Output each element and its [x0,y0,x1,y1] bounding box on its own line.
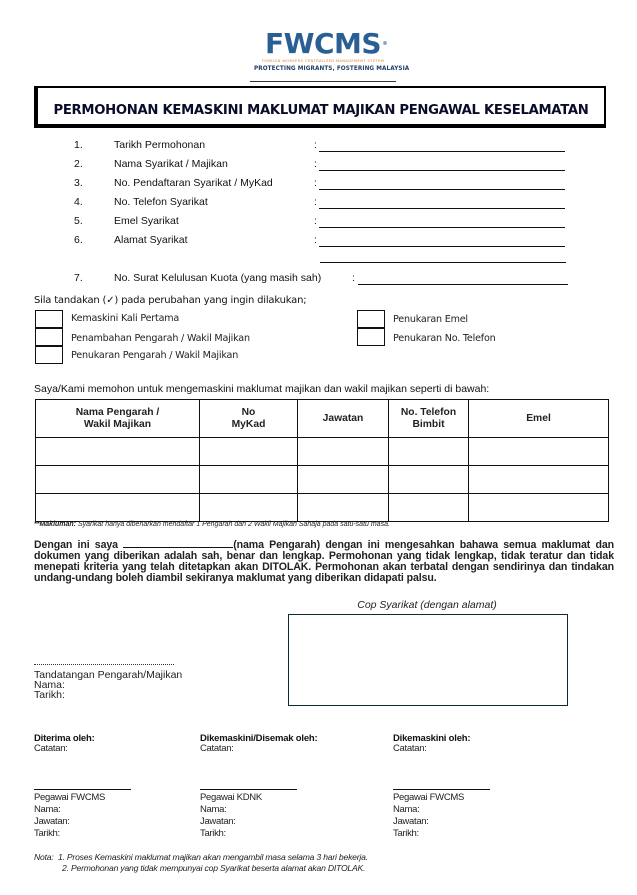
cell-position[interactable] [298,494,389,522]
cell-email[interactable] [469,466,609,494]
officer-heading: Diterima oleh: [34,733,95,744]
field-company-email [74,215,574,231]
field-company-name [74,158,574,174]
field-registration-number [74,177,574,193]
table-note-label: **Makluman: [34,521,77,528]
header-line: Wakil Majikan [83,418,152,430]
notes-label: Nota: [34,852,54,862]
checkbox-add-director[interactable] [35,328,63,346]
company-address-input-line[interactable] [319,246,565,247]
checkbox-change-phone[interactable] [357,328,385,346]
field-number: 1. [74,139,83,151]
table-note [34,521,390,528]
checkbox-change-director[interactable] [35,346,63,364]
field-number: 3. [74,177,83,189]
officer-signature-line[interactable] [34,789,131,790]
field-colon: : [314,215,317,227]
declaration-text: (nama Pengarah) dengan ini mengesahkan bahawa semua maklumat dan dokumen yang diberikan adalah sah, benar dan lengkap. Permohonan yang tidak lengkap, tidak teratur dan tidak menepati kriteria yang telah ditetapkan akan DITOLAK. Permohonan akan terbatal dengan sendirinya dan tindakan undang-undang boleh diambil sekiranya maklumat yang diberikan didapati palsu. [34,539,614,584]
officer-signature-line[interactable] [393,789,490,790]
logo-tagline: PROTECTING MIGRANTS, FOSTERING MALAYSIA [254,65,410,72]
table-header-row [36,400,609,438]
field-colon: : [314,139,317,151]
field-label: Alamat Syarikat [114,234,188,246]
officer-position-label: Jawatan: [34,816,70,827]
field-label: No. Pendaftaran Syarikat / MyKad [114,177,273,189]
officer-date-label: Tarikh: [34,828,60,839]
note-item: 2. Permohonan yang tidak mempunyai cop Syarikat beserta alamat akan DITOLAK. [62,862,366,873]
officer-name-label: Nama: [34,804,61,815]
field-company-address [74,234,574,250]
field-label: No. Telefon Syarikat [114,196,208,208]
logo-brand [264,27,388,60]
logo-divider [250,81,396,82]
field-number: 6. [74,234,83,246]
officer-heading: Dikemaskini/Disemak oleh: [200,733,318,744]
table-row [36,438,609,466]
officer-date-label: Tarikh: [200,828,226,839]
cell-position[interactable] [298,466,389,494]
header-mykad [200,400,298,438]
title-box [34,86,606,128]
signature-name-label: Nama: [34,679,65,691]
director-name-input-line[interactable] [123,538,233,548]
officer-position-label: Jawatan: [200,816,236,827]
table-note-text: Syarikat hanya dibenarkan mendaftar 1 Pengarah dan 2 Wakil Majikan Sahaja pada satu-satu masa. [76,521,390,528]
header-line: Jawatan [322,412,364,424]
checkbox-label-first-update: Kemaskini Kali Pertama [71,313,180,324]
registered-mark: ® [382,41,388,47]
officer-name-label: Nama: [200,804,227,815]
field-label: Emel Syarikat [114,215,179,227]
field-number: 4. [74,196,83,208]
table-row [36,494,609,522]
header-director-name [36,400,200,438]
field-company-phone [74,196,574,212]
header-line: Nama Pengarah / [75,406,160,418]
officer-heading: Dikemaskini oleh: [393,733,471,744]
table-intro: Saya/Kami memohon untuk mengemaskini maklumat majikan dan wakil majikan seperti di bawah: [34,383,490,395]
cell-mykad[interactable] [200,494,298,522]
field-quota-approval-number [74,272,574,288]
fwcms-logo [248,27,410,82]
note-item: 1. Proses Kemaskini maklumat majikan akan mengambil masa selama 3 hari bekerja. [57,852,368,862]
officer-notes-label: Catatan: [393,743,427,754]
field-colon: : [314,177,317,189]
cell-email[interactable] [469,494,609,522]
officer-notes-label: Catatan: [34,743,68,754]
field-colon: : [314,196,317,208]
header-email [469,400,609,438]
officer-name-label: Nama: [393,804,420,815]
checkbox-first-update[interactable] [35,310,63,328]
signature-date-label: Tarikh: [34,689,65,701]
checkbox-label-change-phone: Penukaran No. Telefon [393,333,496,344]
footer-notes [34,852,368,873]
field-label: Nama Syarikat / Majikan [114,158,228,170]
header-line: Emel [526,412,551,424]
field-colon: : [314,158,317,170]
cell-email[interactable] [469,438,609,466]
field-colon: : [314,234,317,246]
checkbox-label-change-email: Penukaran Emel [393,314,468,325]
officer-role: Pegawai FWCMS [34,792,106,803]
company-address-input-line-2[interactable] [320,262,566,263]
officer-role: Pegawai FWCMS [393,792,465,803]
company-stamp-box[interactable] [288,614,568,706]
cell-mykad[interactable] [200,438,298,466]
quota-approval-input-line[interactable] [358,284,568,285]
logo-brand-text: FWCMS [264,27,382,60]
officer-section-updated [393,733,573,840]
header-line: Bimbit [412,418,445,430]
page-title: PERMOHONAN KEMASKINI MAKLUMAT MAJIKAN PENGAWAL KESELAMATAN [53,102,589,118]
officer-section-received [34,733,214,840]
table-row [36,466,609,494]
header-line: MyKad [231,418,266,430]
checkbox-label-change-director: Penukaran Pengarah / Wakil Majikan [71,350,239,361]
cell-director-name[interactable] [36,466,200,494]
cell-mobile-phone[interactable] [389,466,469,494]
logo-tagline-small: FOREIGN WORKERS CENTRALIZED MANAGEMENT SYSTEM [261,59,385,63]
checkbox-label-add-director: Penambahan Pengarah / Wakil Majikan [71,333,250,344]
field-colon: : [352,272,355,284]
field-application-date [74,139,574,155]
cell-director-name[interactable] [36,494,200,522]
application-date-input-line[interactable] [319,151,565,152]
cell-mykad[interactable] [200,466,298,494]
field-number: 5. [74,215,83,227]
signature-line[interactable] [34,664,174,665]
header-line: No [241,406,256,418]
field-label: Tarikh Permohonan [114,139,206,151]
header-position [298,400,389,438]
field-number: 2. [74,158,83,170]
officer-role: Pegawai KDNK [200,792,262,803]
officer-position-label: Jawatan: [393,816,429,827]
checkbox-change-email[interactable] [357,310,385,328]
declaration-prefix: Dengan ini saya [34,539,124,551]
signature-label: Tandatangan Pengarah/Majikan [34,669,183,681]
officer-section-checked [200,733,380,840]
field-number: 7. [74,272,83,284]
officer-date-label: Tarikh: [393,828,419,839]
registration-number-input-line[interactable] [319,189,565,190]
cell-mobile-phone[interactable] [389,438,469,466]
company-phone-input-line[interactable] [319,208,565,209]
director-table [35,399,609,522]
header-line: No. Telefon [400,406,457,418]
cell-position[interactable] [298,438,389,466]
tick-instruction: Sila tandakan (✓) pada perubahan yang ingin dilakukan; [34,295,307,306]
stamp-label: Cop Syarikat (dengan alamat) [357,599,497,611]
officer-signature-line[interactable] [200,789,297,790]
field-label: No. Surat Kelulusan Kuota (yang masih sah) [114,272,322,284]
header-mobile-phone [389,400,469,438]
officer-notes-label: Catatan: [200,743,234,754]
cell-director-name[interactable] [36,438,200,466]
cell-mobile-phone[interactable] [389,494,469,522]
company-email-input-line[interactable] [319,227,565,228]
declaration-paragraph [34,538,614,584]
company-name-input-line[interactable] [319,170,565,171]
